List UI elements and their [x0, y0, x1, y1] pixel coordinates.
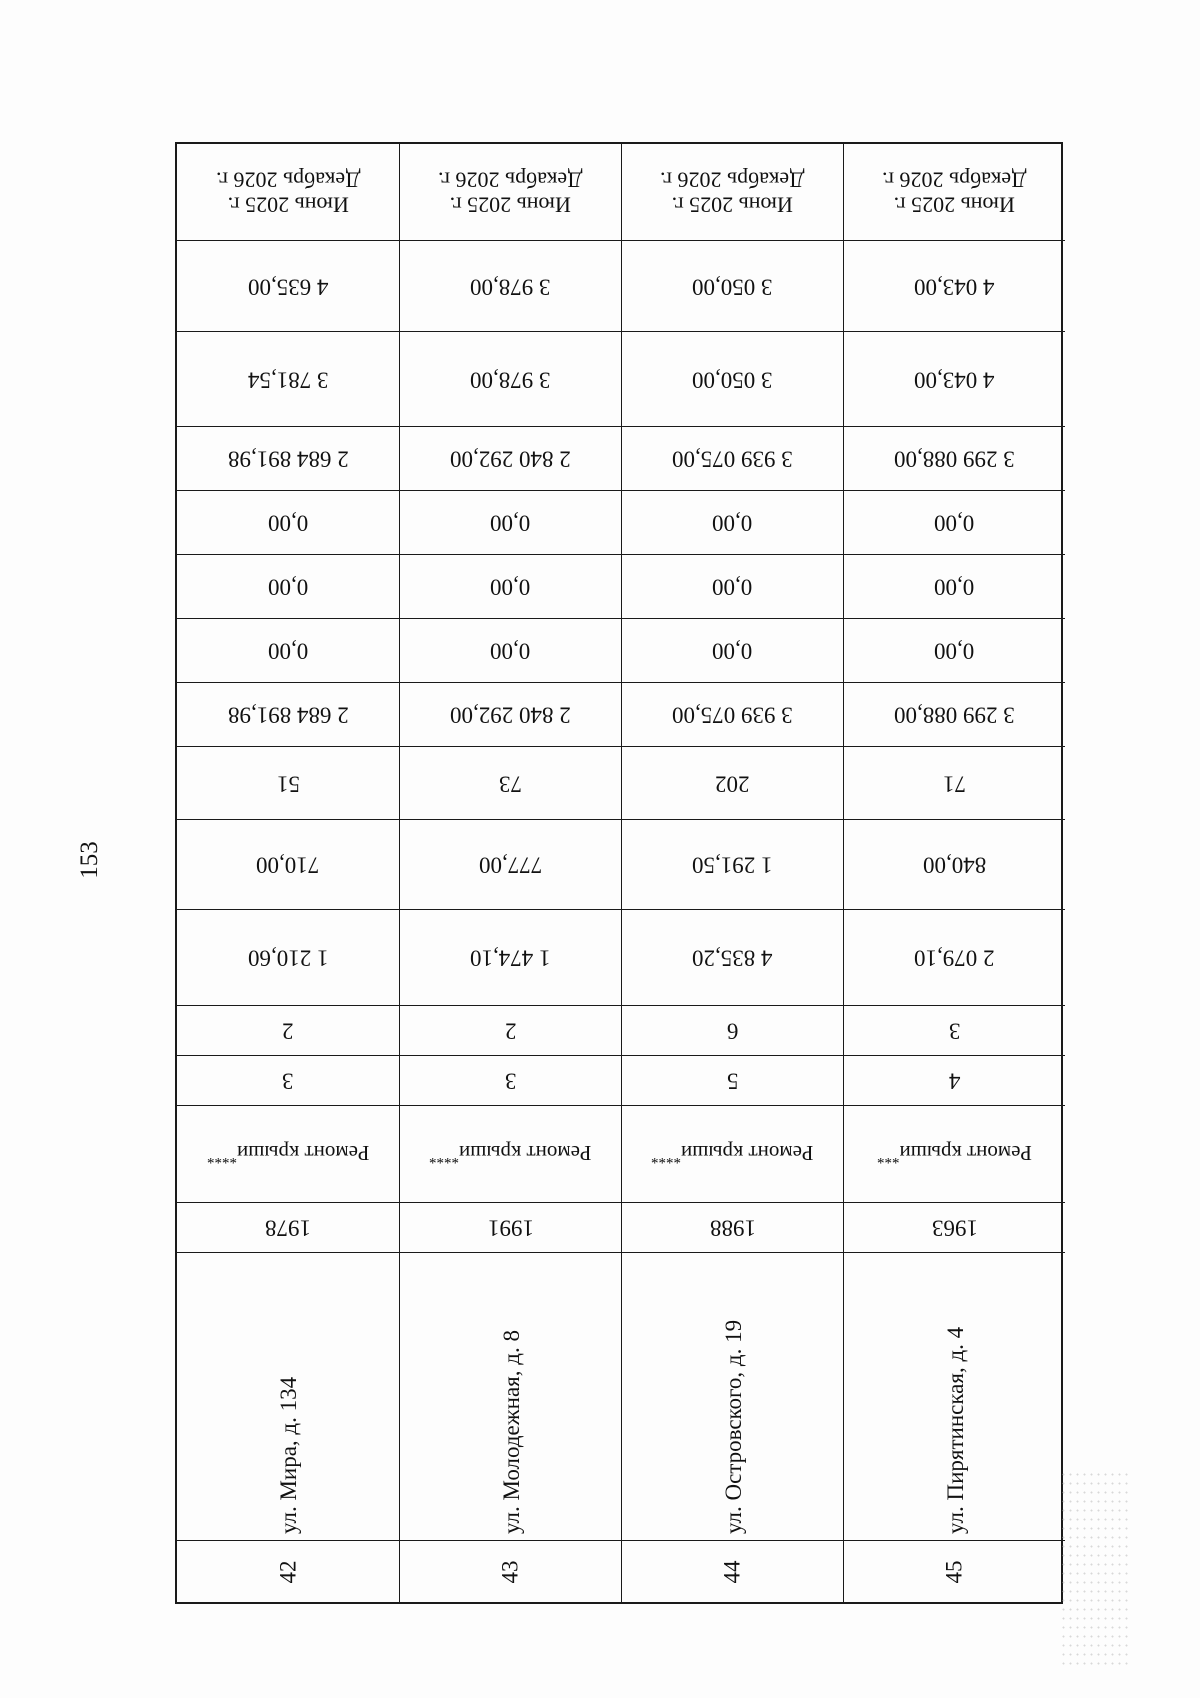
row-number-value: 44	[719, 1560, 745, 1583]
table-cell-year	[400, 1203, 622, 1253]
table-cell-residents	[622, 747, 844, 820]
table-cell-unit-cost	[622, 332, 844, 427]
floors-value: 3	[504, 1068, 517, 1094]
fund-local-value: 0,00	[712, 510, 753, 536]
table-cell-period	[844, 144, 1065, 241]
table-cell-entrances	[177, 1006, 400, 1056]
row-number-value: 42	[275, 1560, 300, 1583]
table-cell-entrances	[844, 1006, 1065, 1056]
table-cell-address	[844, 1253, 1065, 1541]
work-type-text: Ремонт крыши	[681, 1141, 814, 1166]
area-total-value: 4 835,20	[692, 945, 773, 971]
address-text: ул. Молодежная, д. 8	[498, 1330, 524, 1534]
table-cell-unit-cost-limit	[177, 241, 400, 332]
table-cell-residents	[400, 747, 622, 820]
fund-owners-value: 3 939 075,00	[672, 446, 793, 472]
table-cell-area-total	[177, 910, 400, 1006]
period-start: Июнь 2025 г.	[227, 192, 349, 218]
fund-local-value: 0,00	[934, 510, 975, 536]
table-cell-fund-federal	[177, 619, 400, 683]
table-cell-year	[177, 1203, 400, 1253]
fund-regional-value: 0,00	[267, 574, 309, 600]
table-cell-area-total	[400, 910, 622, 1006]
program-table	[175, 142, 1063, 1604]
fund-local-value: 0,00	[267, 510, 309, 536]
year-value: 1991	[487, 1215, 534, 1241]
table-cell-floors	[844, 1056, 1065, 1106]
work-type-text: Ремонт крыши	[459, 1141, 592, 1166]
table-cell-floors	[622, 1056, 844, 1106]
table-cell-period	[177, 144, 400, 241]
table-cell-year	[622, 1203, 844, 1253]
unit-cost-value: 3 781,54	[247, 367, 329, 393]
table-cell-fund-federal	[400, 619, 622, 683]
table-cell-row-number	[844, 1541, 1065, 1602]
fund-federal-value: 0,00	[490, 638, 531, 664]
table-cell-fund-regional	[400, 555, 622, 619]
cost-total-value: 3 299 088,00	[894, 702, 1015, 728]
period-end: Декабрь 2026 г.	[438, 167, 583, 192]
footnote-stars: ****	[429, 1150, 460, 1167]
fund-owners-value: 3 299 088,00	[894, 446, 1015, 472]
table-cell-floors	[400, 1056, 622, 1106]
fund-owners-value: 2 684 891,98	[227, 446, 349, 472]
scan-artifact	[1060, 1470, 1130, 1670]
page-number-text: 153	[76, 841, 103, 879]
table-cell-unit-cost	[400, 332, 622, 427]
floors-value: 5	[726, 1068, 739, 1094]
table-cell-address	[622, 1253, 844, 1541]
fund-regional-value: 0,00	[712, 574, 753, 600]
fund-federal-value: 0,00	[934, 638, 975, 664]
unit-cost-value: 4 043,00	[914, 367, 995, 393]
area-living-value: 710,00	[256, 852, 320, 878]
fund-regional-value: 0,00	[934, 574, 975, 600]
fund-local-value: 0,00	[490, 510, 531, 536]
work-type-text: Ремонт крыши	[236, 1141, 370, 1166]
table-cell-work-type	[622, 1106, 844, 1203]
table-cell-fund-federal	[622, 619, 844, 683]
table-cell-work-type	[844, 1106, 1065, 1203]
table-cell-fund-owners	[844, 427, 1065, 491]
table-cell-work-type	[400, 1106, 622, 1203]
area-living-value: 1 291,50	[692, 852, 773, 878]
address-text: ул. Мира, д. 134	[276, 1376, 301, 1534]
area-living-value: 840,00	[922, 852, 987, 878]
table-cell-year	[844, 1203, 1065, 1253]
table-cell-unit-cost-limit	[844, 241, 1065, 332]
table-cell-fund-local	[622, 491, 844, 555]
unit-cost-limit-value: 4 635,00	[247, 274, 329, 300]
address-text: ул. Пирятинская, д. 4	[942, 1326, 968, 1534]
row-number-value: 43	[497, 1560, 523, 1583]
area-total-value: 2 079,10	[914, 945, 995, 971]
table-cell-work-type	[177, 1106, 400, 1203]
table-cell-unit-cost-limit	[622, 241, 844, 332]
fund-federal-value: 0,00	[712, 638, 753, 664]
footnote-stars: ****	[206, 1150, 237, 1167]
cost-total-value: 2 840 292,00	[450, 702, 571, 728]
period-start: Июнь 2025 г.	[671, 192, 794, 218]
table-cell-entrances	[622, 1006, 844, 1056]
table-cell-unit-cost	[177, 332, 400, 427]
table-cell-fund-regional	[622, 555, 844, 619]
table-cell-fund-regional	[177, 555, 400, 619]
table-cell-entrances	[400, 1006, 622, 1056]
table-cell-fund-local	[844, 491, 1065, 555]
table-cell-fund-owners	[400, 427, 622, 491]
page-number	[68, 838, 112, 882]
year-value: 1963	[931, 1215, 978, 1241]
area-living-value: 777,00	[478, 852, 543, 878]
period-start: Июнь 2025 г.	[893, 192, 1016, 218]
table-cell-area-living	[844, 820, 1065, 910]
unit-cost-limit-value: 4 043,00	[914, 274, 995, 300]
period-end: Декабрь 2026 г.	[882, 167, 1027, 192]
table-cell-fund-local	[177, 491, 400, 555]
area-total-value: 1 210,60	[247, 945, 329, 971]
period-end: Декабрь 2026 г.	[660, 167, 805, 192]
floors-value: 4	[948, 1068, 961, 1094]
year-value: 1988	[709, 1215, 756, 1241]
footnote-stars: ****	[651, 1150, 682, 1167]
table-cell-cost-total	[400, 683, 622, 747]
floors-value: 3	[282, 1068, 294, 1094]
residents-value: 202	[715, 771, 750, 797]
table-cell-fund-federal	[844, 619, 1065, 683]
table-cell-fund-owners	[177, 427, 400, 491]
table-cell-area-living	[177, 820, 400, 910]
table-cell-address	[400, 1253, 622, 1541]
period-end: Декабрь 2026 г.	[215, 167, 361, 192]
table-cell-period	[400, 144, 622, 241]
table-cell-row-number	[400, 1541, 622, 1602]
table-cell-residents	[177, 747, 400, 820]
table-cell-cost-total	[844, 683, 1065, 747]
table-cell-residents	[844, 747, 1065, 820]
footnote-stars: ***	[877, 1150, 900, 1167]
table-cell-cost-total	[622, 683, 844, 747]
table-cell-area-total	[622, 910, 844, 1006]
table-cell-fund-owners	[622, 427, 844, 491]
residents-value: 51	[276, 771, 300, 797]
unit-cost-value: 3 050,00	[692, 367, 773, 393]
unit-cost-limit-value: 3 978,00	[470, 274, 551, 300]
cost-total-value: 2 684 891,98	[227, 702, 349, 728]
table-cell-area-living	[622, 820, 844, 910]
table-cell-fund-local	[400, 491, 622, 555]
unit-cost-value: 3 978,00	[470, 367, 551, 393]
table-cell-cost-total	[177, 683, 400, 747]
table-cell-row-number	[177, 1541, 400, 1602]
table-cell-period	[622, 144, 844, 241]
fund-regional-value: 0,00	[490, 574, 531, 600]
period-start: Июнь 2025 г.	[449, 192, 572, 218]
unit-cost-limit-value: 3 050,00	[692, 274, 773, 300]
table-cell-area-total	[844, 910, 1065, 1006]
area-total-value: 1 474,10	[470, 945, 551, 971]
fund-owners-value: 2 840 292,00	[450, 446, 571, 472]
table-cell-address	[177, 1253, 400, 1541]
work-type-text: Ремонт крыши	[899, 1141, 1032, 1166]
cost-total-value: 3 939 075,00	[672, 702, 793, 728]
table-cell-unit-cost	[844, 332, 1065, 427]
table-cell-floors	[177, 1056, 400, 1106]
entrances-value: 6	[726, 1018, 739, 1044]
entrances-value: 2	[282, 1018, 294, 1044]
year-value: 1978	[265, 1215, 311, 1241]
table-cell-area-living	[400, 820, 622, 910]
table-cell-row-number	[622, 1541, 844, 1602]
address-text: ул. Островского, д. 19	[720, 1319, 746, 1534]
residents-value: 71	[943, 771, 966, 797]
table-cell-unit-cost-limit	[400, 241, 622, 332]
entrances-value: 3	[948, 1018, 961, 1044]
row-number-value: 45	[941, 1560, 967, 1583]
fund-federal-value: 0,00	[267, 638, 309, 664]
residents-value: 73	[499, 771, 522, 797]
table-cell-fund-regional	[844, 555, 1065, 619]
entrances-value: 2	[504, 1018, 517, 1044]
